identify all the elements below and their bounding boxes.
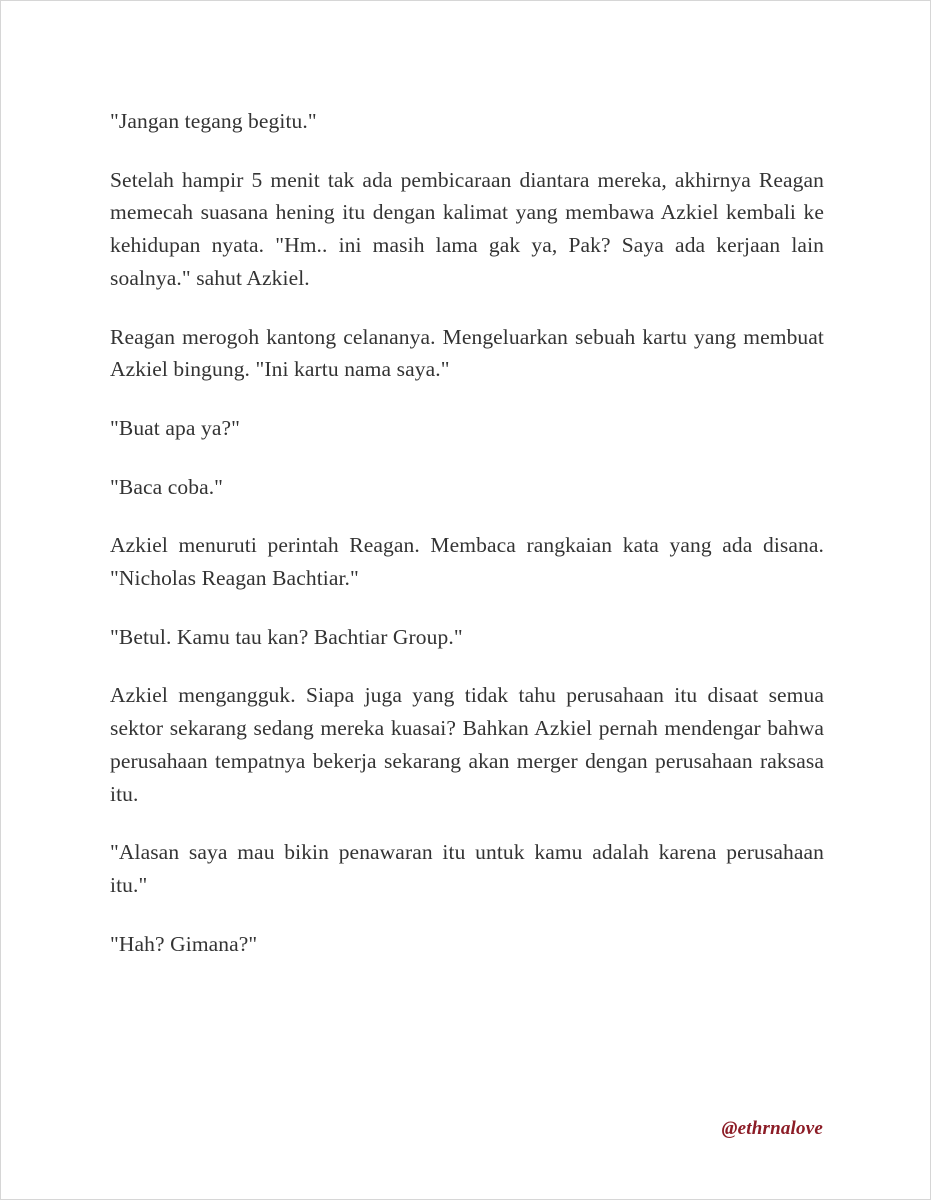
dialogue-jangan-tegang: "Jangan tegang begitu." (110, 109, 317, 133)
narration-paragraph-kartu: Reagan merogoh kantong celananya. Mengeluarkan sebuah kartu yang membuat Azkiel bingung. "Ini kartu nama saya." (110, 324, 824, 382)
author-signature: @ethrnalove (721, 1118, 823, 1139)
narration-paragraph-hening: Setelah hampir 5 menit tak ada pembicaraan diantara mereka, akhirnya Reagan memecah suasana hening itu dengan kalimat yang membawa Azkiel kembali ke kehidupan nyata. "Hm.. ini masih lama gak ya, Pak? Saya ada kerjaan lain soalnya." sahut Azkiel. (110, 167, 824, 290)
narration-paragraph-perusahaan: Azkiel mengangguk. Siapa juga yang tidak tahu perusahaan itu disaat semua sektor sekarang sedang mereka kuasai? Bahkan Azkiel pernah mendengar bahwa perusahaan tempatnya bekerja sekarang akan merger dengan perusahaan raksasa itu. (110, 683, 824, 806)
dialogue-gimana: "Hah? Gimana?" (110, 931, 258, 956)
dialogue-buat-apa: "Buat apa ya?" (110, 415, 240, 440)
dialogue-baca-coba: "Baca coba." (110, 474, 224, 499)
dialogue-bachtiar-group: "Betul. Kamu tau kan? Bachtiar Group." (110, 624, 463, 649)
narration-paragraph-membaca: Azkiel menuruti perintah Reagan. Membaca rangkaian kata yang ada disana. "Nicholas Reagan Bachtiar." (110, 533, 824, 591)
dialogue-alasan: "Alasan saya mau bikin penawaran itu untuk kamu adalah karena perusahaan itu." (110, 840, 824, 897)
story-text (110, 105, 824, 986)
